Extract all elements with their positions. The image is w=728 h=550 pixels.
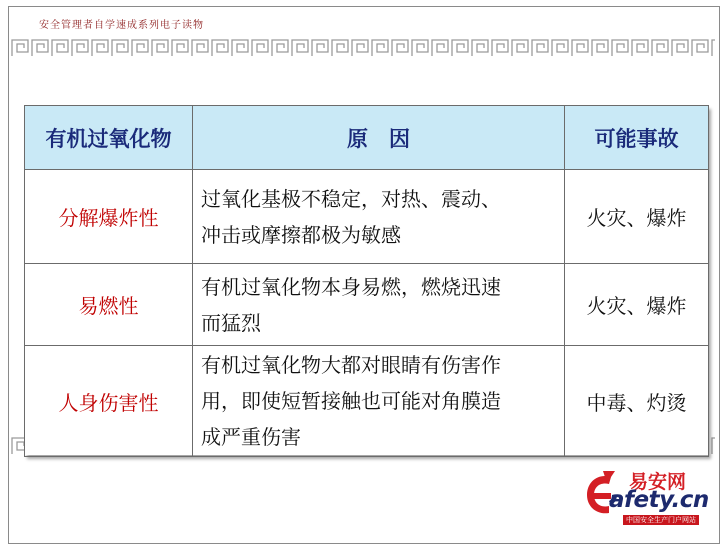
series-title: 安全管理者自学速成系列电子读物	[39, 20, 204, 31]
logo-tagline: 中国安全生产门户网站	[623, 515, 699, 525]
reason-cell	[193, 346, 565, 457]
table-header-row	[25, 106, 709, 170]
property-cell: 分解爆炸性	[25, 170, 193, 264]
accident-cell: 火灾、爆炸	[565, 170, 709, 264]
reason-cell	[193, 170, 565, 264]
column-header-reason: 原 因	[193, 106, 565, 170]
table-row	[25, 264, 709, 346]
column-header-accident: 可能事故	[565, 106, 709, 170]
site-logo	[581, 465, 711, 525]
property-cell: 易燃性	[25, 264, 193, 346]
table-row	[25, 170, 709, 264]
reason-line: 有机过氧化物大都对眼睛有伤害作	[201, 353, 501, 377]
logo-name-cn: 易安网	[629, 471, 687, 493]
reason-line: 有机过氧化物本身易燃，燃烧迅速	[201, 274, 501, 299]
reason-line: 过氧化基极不稳定，对热、震动、	[201, 186, 501, 211]
accident-cell: 火灾、爆炸	[565, 264, 709, 346]
reason-line: 成严重伤害	[201, 425, 301, 449]
table-row	[25, 346, 709, 457]
decorative-border-top	[11, 37, 715, 57]
reason-line: 用，即使短暂接触也可能对角膜造	[201, 389, 501, 413]
property-cell: 人身伤害性	[25, 346, 193, 457]
reason-cell	[193, 264, 565, 346]
accident-cell: 中毒、灼烫	[565, 346, 709, 457]
reason-line: 冲击或摩擦都极为敏感	[201, 222, 401, 247]
peroxide-hazard-table	[24, 105, 708, 455]
slide	[8, 6, 720, 544]
column-header-property: 有机过氧化物	[25, 106, 193, 170]
reason-line: 而猛烈	[201, 310, 261, 335]
logo-name-en: afety.cn	[609, 487, 709, 513]
